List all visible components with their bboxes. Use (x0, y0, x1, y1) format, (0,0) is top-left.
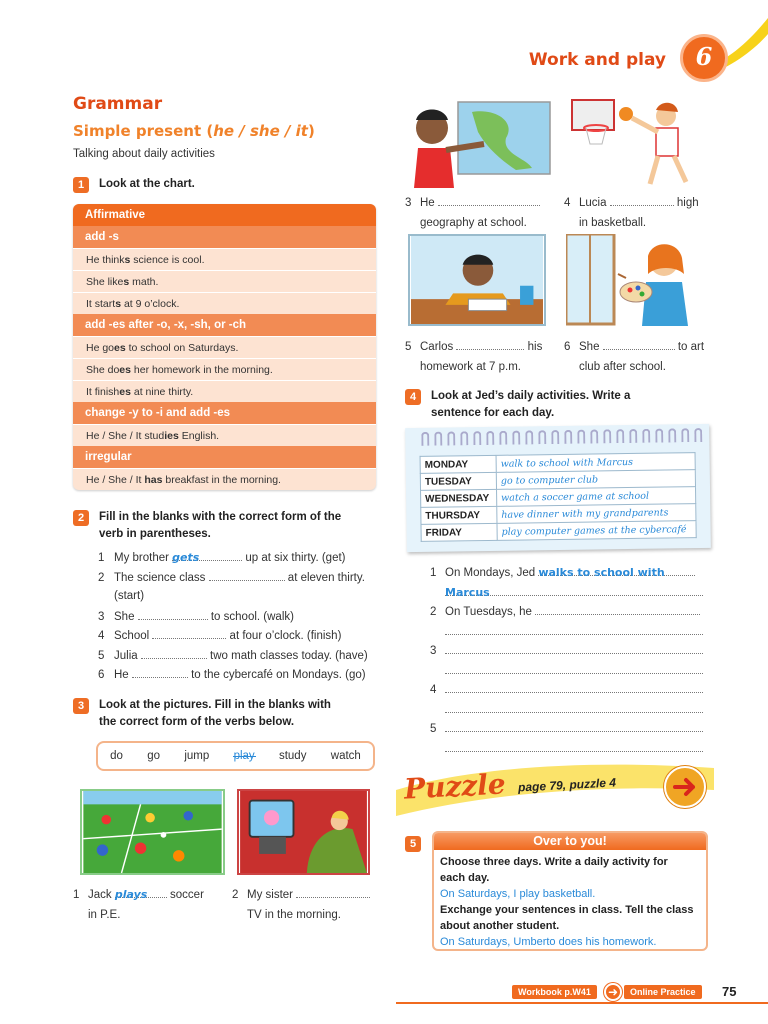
exercise-4-answers (430, 563, 703, 758)
caption-5: 5 Carlos his homework at 7 p.m. (405, 337, 542, 377)
picture-geography (406, 98, 556, 188)
exercise-3-number: 3 (73, 698, 89, 714)
answer-blank[interactable]: Marcus (445, 583, 703, 596)
answer-line: 1 On Mondays, Jed walks to school with (430, 563, 703, 583)
caption-3: 3 He geography at school. (405, 193, 540, 233)
chart-row: He thinks science is cool. (73, 248, 376, 270)
table-row: THURSDAY have dinner with my grandparents (421, 504, 696, 525)
list-item: 3 She to school. (walk) (98, 607, 368, 627)
answer-blank[interactable] (603, 337, 675, 350)
answer-blank[interactable] (445, 700, 703, 713)
answer-blank[interactable] (445, 661, 703, 674)
chart-row: It finishes at nine thirty. (73, 380, 376, 402)
picture-soccer (80, 789, 225, 875)
answer-blank[interactable] (438, 193, 540, 206)
answer-blank[interactable] (445, 680, 703, 693)
answer-line: 2 On Tuesdays, he (430, 602, 703, 622)
over-to-you-box (432, 831, 708, 951)
caption-1: 1 Jack plays soccer in P.E. (73, 885, 204, 925)
over-to-you-body: Choose three days. Write a daily activity for each day. On Saturdays, I play basketball. Exchange your sentences in class. Tell the class about another student. On Saturdays, Umberto does his homework. (440, 856, 694, 948)
grammar-heading: Grammar (73, 94, 163, 114)
word-used: play (233, 750, 255, 762)
answer-line: 4 (430, 680, 703, 700)
chart-head: add -s (73, 226, 376, 248)
answer-blank[interactable] (610, 193, 674, 206)
answer-blank[interactable] (296, 885, 370, 898)
schedule-table (420, 452, 697, 542)
unit-title: Work and play (528, 50, 666, 70)
chart-head: add -es after -o, -x, -sh, or -ch (73, 314, 376, 336)
page-number: 75 (722, 984, 737, 999)
chart-row: She does her homework in the morning. (73, 358, 376, 380)
caption-4: 4 Lucia high in basketball. (564, 193, 699, 233)
table-row: FRIDAY play computer games at the cybercafé (421, 521, 696, 542)
answer-line (430, 583, 703, 603)
unit-number-badge: 6 (680, 34, 728, 82)
answer-blank[interactable]: plays (115, 885, 167, 898)
exercise-4-instruction: Look at Jed’s daily activities. Write a sentence for each day. (431, 390, 631, 419)
grammar-subtitle: Talking about daily activities (73, 148, 215, 160)
answer-line: 3 (430, 641, 703, 661)
answer-line (430, 700, 703, 720)
answer-blank[interactable]: gets (172, 548, 242, 561)
picture-basketball (570, 98, 708, 190)
word: watch (330, 750, 361, 762)
answer-blank[interactable] (209, 568, 285, 581)
picture-art (566, 234, 706, 326)
answer-blank[interactable] (445, 641, 703, 654)
word-box (96, 741, 375, 771)
chart-row: It starts at 9 o’clock. (73, 292, 376, 314)
exercise-1-instruction: Look at the chart. (99, 178, 195, 190)
caption-2: 2 My sister TV in the morning. (232, 885, 370, 925)
answer-blank[interactable] (445, 622, 703, 635)
answer-blank[interactable] (456, 337, 524, 350)
schedule-notebook (405, 424, 711, 552)
chart-row: He goes to school on Saturdays. (73, 336, 376, 358)
chart-row: She likes math. (73, 270, 376, 292)
chart-head: irregular (73, 446, 376, 468)
chart-row: He / She / It studies English. (73, 424, 376, 446)
answer-blank[interactable] (141, 646, 207, 659)
answer-blank[interactable] (445, 739, 703, 752)
notebook-rings (421, 428, 702, 446)
table-row: MONDAY walk to school with Marcus (420, 453, 695, 474)
caption-6: 6 She to art club after school. (564, 337, 704, 377)
over-to-you-title: Over to you! (434, 833, 706, 850)
list-item: 5 Julia two math classes today. (have) (98, 646, 368, 666)
online-practice-link[interactable]: Online Practice (624, 985, 702, 999)
answer-blank[interactable] (152, 626, 226, 639)
word: go (147, 750, 161, 762)
answer-blank[interactable] (445, 719, 703, 732)
puzzle-title: Puzzle (403, 767, 507, 806)
arrow-right-icon: ➜ (604, 983, 622, 1001)
exercise-3-instruction: Look at the pictures. Fill in the blanks with the correct form of the verbs below. (99, 699, 331, 728)
list-item: 6 He to the cybercafé on Mondays. (go) (98, 665, 368, 685)
exercise-1-number: 1 (73, 177, 89, 193)
list-item: 2 The science class at eleven thirty. (98, 568, 368, 588)
exercise-2-items (98, 548, 368, 685)
exercise-5-number: 5 (405, 836, 421, 852)
word: study (278, 750, 307, 762)
list-item: 4 School at four o’clock. (finish) (98, 626, 368, 646)
answer-blank[interactable] (535, 602, 700, 615)
picture-tv (237, 789, 370, 875)
puzzle-reference: page 79, puzzle 4 (517, 775, 617, 795)
chart-head: change -y to -i and add -es (73, 402, 376, 424)
grammar-chart (73, 204, 376, 490)
arrow-right-icon[interactable] (664, 766, 706, 808)
exercise-2-instruction: Fill in the blanks with the correct form of the verb in parentheses. (99, 511, 342, 540)
list-item: 1 My brother gets up at six thirty. (get) (98, 548, 368, 568)
word: jump (184, 750, 210, 762)
answer-blank[interactable] (138, 607, 208, 620)
chart-head: Affirmative (73, 204, 376, 226)
answer-blank[interactable]: walks to school with (538, 563, 695, 576)
chart-row: He / She / It has breakfast in the morning. (73, 468, 376, 490)
table-row: TUESDAY go to computer club (420, 470, 695, 491)
grammar-title: Simple present (he / she / it) (73, 122, 315, 140)
table-row: WEDNESDAY watch a soccer game at school (421, 487, 696, 508)
answer-blank[interactable] (132, 665, 188, 678)
exercise-4-number: 4 (405, 389, 421, 405)
answer-line (430, 622, 703, 642)
answer-line (430, 739, 703, 759)
exercise-2-number: 2 (73, 510, 89, 526)
workbook-link[interactable]: Workbook p.W41 (512, 985, 597, 999)
word: do (110, 750, 123, 762)
answer-line (430, 661, 703, 681)
footer-rule (396, 1002, 768, 1004)
answer-line: 5 (430, 719, 703, 739)
picture-homework (408, 234, 546, 326)
list-item: (start) (114, 590, 145, 602)
